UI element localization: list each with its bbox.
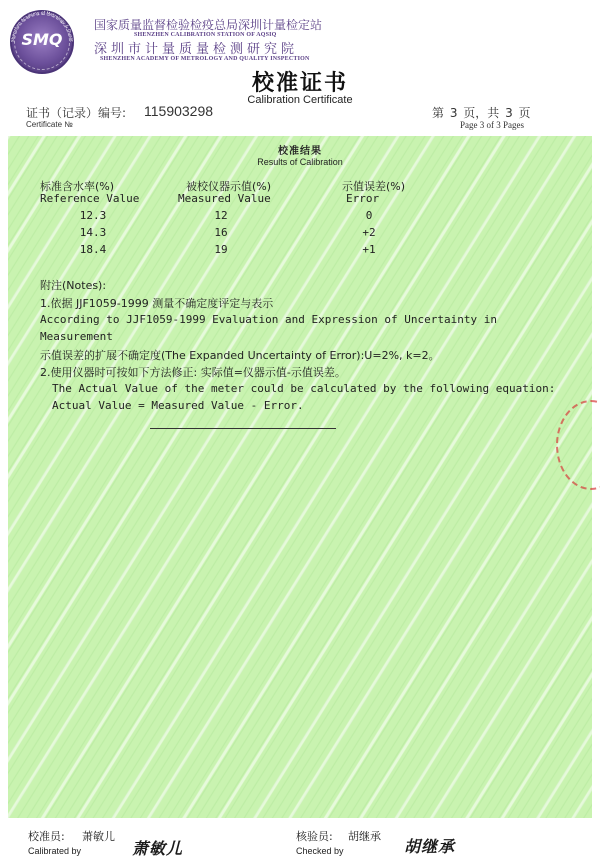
table-cell: +1: [362, 243, 376, 256]
certificate-number: 115903298: [144, 103, 214, 119]
table-cell: +2: [362, 226, 376, 239]
notes-line: 1.依据 JJF1059-1999 测量不确定度评定与表示: [40, 297, 274, 310]
logo-text: SMQ: [21, 30, 63, 49]
checked-by-label: 核验员:: [296, 830, 333, 843]
results-title: 校准结果: [278, 146, 322, 157]
org-name-cn-2: 深圳市计量质量检测研究院: [94, 42, 299, 57]
table-cell: 14.3: [79, 226, 107, 239]
checked-by-signature: 胡继承: [404, 837, 456, 856]
certificate-title: 校准证书: [251, 71, 348, 96]
certificate-title-en: Calibration Certificate: [247, 94, 353, 106]
org-name-en-2: SHENZHEN ACADEMY OF METROLOGY AND QUALITY INSPECTION: [100, 56, 310, 62]
org-name-en-1: SHENZHEN CALIBRATION STATION OF AQSIQ: [134, 32, 277, 38]
column-header-measured-en: Measured Value: [178, 192, 271, 205]
page-indicator-en: Page 3 of 3 Pages: [460, 120, 524, 130]
notes-line: Measurement: [40, 330, 113, 343]
certificate-number-label-en: Certificate №: [26, 120, 73, 129]
results-title-en: Results of Calibration: [257, 157, 343, 167]
svg-text:Shenzhen Academy of Metrology: Shenzhen Academy of Metrology & Qualit: [9, 9, 75, 43]
org-name-cn-1: 国家质量监督检验检疫总局深圳计量检定站: [94, 18, 323, 32]
table-cell: 12.3: [79, 209, 107, 222]
end-rule: [150, 428, 336, 429]
table-cell: 0: [365, 209, 373, 222]
table-cell: 19: [214, 243, 228, 256]
calibrated-by-label: 校准员:: [28, 830, 65, 843]
notes-line: According to JJF1059-1999 Evaluation and Expression of Uncertainty in: [40, 313, 497, 326]
table-cell: 18.4: [79, 243, 107, 256]
notes-line: 示值误差的扩展不确定度(The Expanded Uncertainty of Error):U=2%, k=2。: [40, 349, 440, 362]
column-header-error-en: Error: [346, 192, 380, 205]
column-header-error: 示值误差(%): [342, 180, 406, 193]
checked-by-label-en: Checked by: [296, 846, 344, 856]
calibrated-by-signature: 萧敏儿: [132, 839, 184, 858]
calibrated-by-label-en: Calibrated by: [28, 846, 82, 856]
calibrated-by-name: 萧敏儿: [82, 830, 115, 843]
column-header-reference: 标准含水率(%): [40, 180, 115, 193]
notes-line: The Actual Value of the meter could be calculated by the following equation:: [52, 382, 556, 395]
table-cell: 16: [214, 226, 228, 239]
column-header-reference-en: Reference Value: [40, 192, 140, 205]
checked-by-name: 胡继承: [348, 830, 381, 843]
notes-heading: 附注(Notes):: [40, 279, 107, 292]
notes-line: 2.使用仪器时可按如下方法修正: 实际值=仪器示值-示值误差。: [40, 366, 346, 379]
notes-line: Actual Value = Measured Value - Error.: [52, 399, 304, 412]
column-header-measured: 被校仪器示值(%): [186, 180, 272, 193]
table-cell: 12: [214, 209, 228, 222]
certificate-number-label: 证书（记录）编号:: [26, 106, 127, 120]
page-indicator-cn: 第 3 页，共 3 页: [432, 106, 531, 120]
